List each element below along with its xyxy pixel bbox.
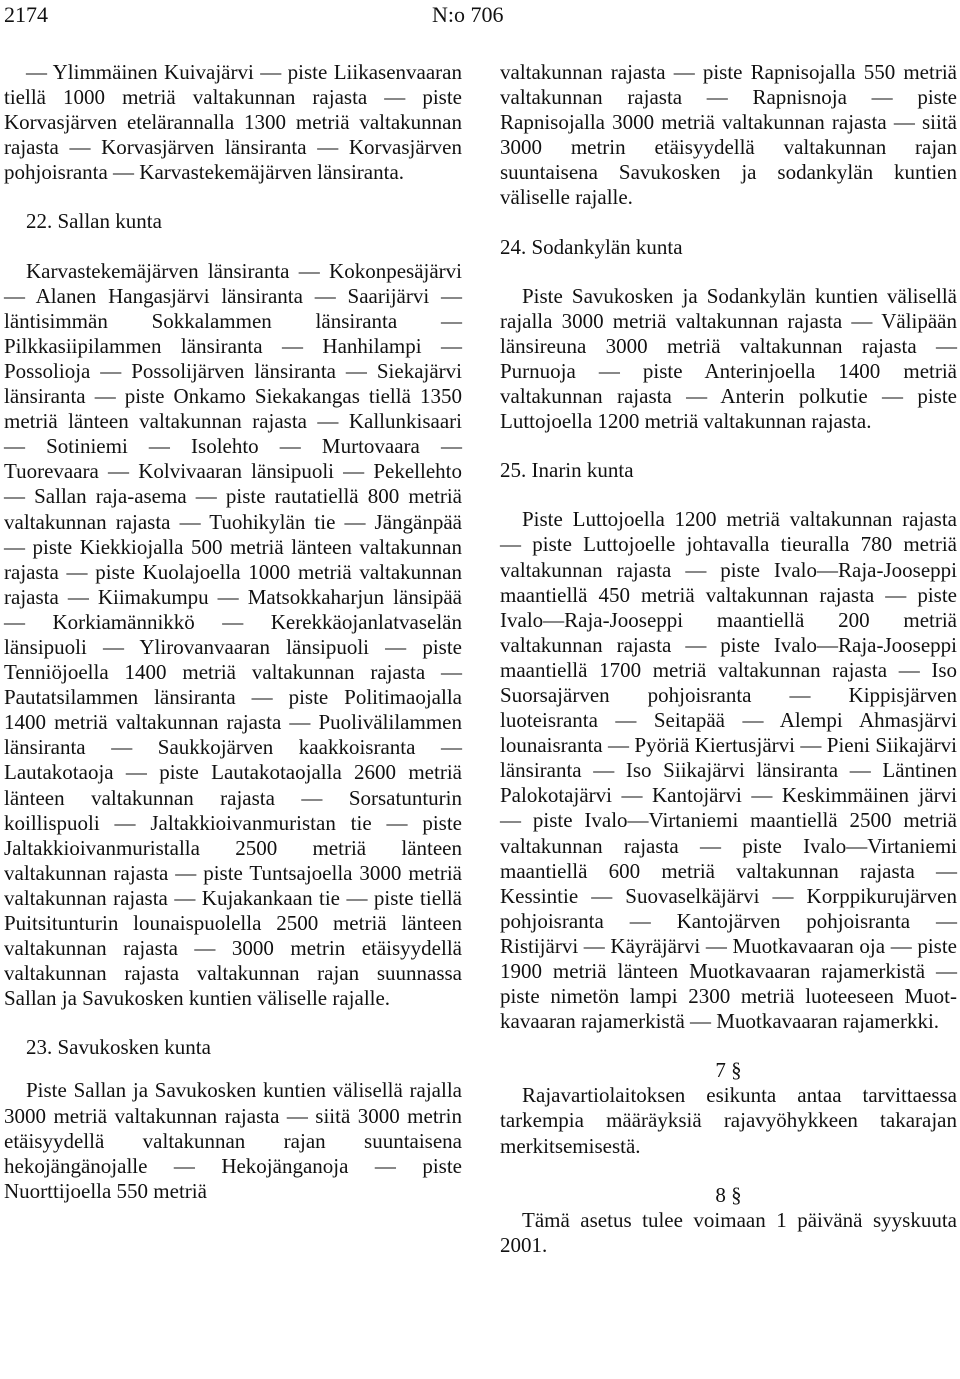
section-24-text: Piste Savukosken ja Sodankylän kuntien välisellä rajalla 3000 metriä valtakunnan rajasta — Välipään länsireuna 3000 metriä valtakunnan rajasta — Purnuoja — piste Anterinjoella 1400 metriä valtakunnan rajasta — Anterin polkutie — piste Luttojoella 1200 metriä valtakunnan rajasta. [500,283,957,434]
document-number: N:o 706 [432,2,504,27]
section-25-heading: 25. Inarin kunta [500,458,634,483]
section-25-text: Piste Luttojoella 1200 metriä valtakunnan rajasta — piste Luttojoelle johtavalla tieuralla 780 metriä valtakunnan rajasta — piste Ivalo—Raja-Jooseppi maantiellä 450 metriä valtakunnan rajasta — piste Ivalo—Raja-Jooseppi maantiellä 200 metriä valtakunnan rajasta — piste Ivalo—Raja-Jooseppi maantiellä 1700 metriä valtakunnan rajasta — Iso Suorsajärven pohjoisranta — Kippisjärven luoteisranta — Seitapää — Alempi Ahmasjärvi lounaisranta — Pyöriä Kiertusjärvi — Pieni Siikajärvi länsiranta — Iso Siikajärvi länsiranta — Läntinen Palokotajärvi — Kantojärvi — Keskimmäinen järvi — piste Ivalo—Virtaniemi maantiellä 2500 metriä valtakunnan rajasta — piste Ivalo—Virtaniemi maantiellä 600 metriä valtakunnan rajasta — Kessintie — Suovaselkäjärvi — Korppikurujärven pohjoisranta — Kantojärven pohjoisranta — Ristijärvi — Käyräjärvi — Muotkavaaran oja — piste 1900 metriä länteen Muotkavaaran rajamerkistä — piste nimetön lampi 2300 metriä luoteeseen Muotkavaaran rajamerkistä — Muotkavaaran rajamerkki. [500,507,957,1034]
section-23-heading: 23. Savukosken kunta [26,1035,211,1060]
section-7-text: Rajavartiolaitoksen esikunta antaa tarvittaessa tarkempia määräyksiä rajavyöhykkeen takarajan merkitsemisestä. [500,1083,957,1158]
left-column [4,60,462,1204]
continuation-paragraph: valtakunnan rajasta — piste Rapnisojalla 550 metriä valtakunnan rajasta — Rapnisnoja — piste Rapnisojalla 3000 metriä valtakunnan rajasta — siitä 3000 metrin etäisyydellä valtakunnan rajan suuntaisena Savukosken ja sodankylän kuntien väliselle rajalle. [500,60,957,210]
section-24-heading: 24. Sodankylän kunta [500,234,683,259]
section-8-text: Tämä asetus tulee voimaan 1 päivänä syyskuuta 2001. [500,1207,957,1257]
section-22-text: Karvastekemäjärven länsiranta — Kokonpesäjärvi — Alanen Hangasjärvi länsiranta — Saarijärvi — läntisimmän Sokkalammen länsiranta — Pilkkasiipilammen länsiranta — Hanhilampi — Possolioja — Possolijärven länsiranta — Siekajärvi länsiranta — piste Onkamo Siekakangas tiellä 1350 metriä länteen valtakunnan rajasta — Kallunkisaari — Sotiniemi — Isolehto — Murtovaara — Tuorevaara — Kolvivaaran länsipuoli — Pekellehto — Sallan raja-asema — piste rautatiellä 800 metriä valtakunnan rajasta — Tuohikylän tie — Jängänpää — piste Kiekkiojalla 500 metriä länteen valtakunnan rajasta — piste Kuolajoella 1000 metriä valtakunnan rajasta — Kiimakumpu — Matsokkaharjun länsipää — Korkiamännikkö — Kerekkäojanlatvaselän länsipuoli — Ylirovanvaaran länsipuoli — piste Tenniöjoella 1400 metriä valtakunnan rajasta — Pautatsilammen länsiranta — piste Politimaojalla 1400 metriä valtakunnan rajasta — Puolivälilammen länsiranta — Saukkojärven kaakkoisranta — Lautakotaoja — piste Lautakotaojalla 2600 metriä länteen valtakunnan rajasta — Sorsatunturin koillispuoli — Jaltakkioivanmuristan tie — piste Jaltakkioivanmuristalla 2500 metriä länteen valtakunnan rajasta — piste Tuntsajoella 3000 metriä valtakunnan rajasta — Kujakankaan tie — piste tiellä Puitsitunturin lounaispuolella 2500 metriä länteen valtakunnan rajasta — 3000 metrin etäisyydellä valtakunnan rajasta valtakunnan rajan suunnassa Sallan ja Savukosken kuntien väliselle rajalle. [4,258,462,1011]
section-7-label: 7 § [715,1058,742,1083]
section-23-text: Piste Sallan ja Savukosken kuntien välisellä rajalla 3000 metriä valtakunnan rajasta — siitä 3000 metrin etäisyydellä valtakunnan rajan suuntaisena hekojängänojalle — Hekojänganoja — piste Nuorttijoella 550 metriä [4,1078,462,1203]
section-8-label: 8 § [715,1182,742,1207]
section-22-heading: 22. Sallan kunta [26,209,162,234]
page-number: 2174 [4,2,48,27]
right-column [500,60,957,1258]
intro-paragraph: — Ylimmäinen Kuivajärvi — piste Liikasenvaaran tiellä 1000 metriä valtakunnan rajasta — piste Korvasjärven etelärannalla 1300 metriä valtakunnan rajasta — Korvasjärven länsiranta — Korvasjärven pohjoisranta — Karvastekemäjärven länsiranta. [4,60,462,185]
